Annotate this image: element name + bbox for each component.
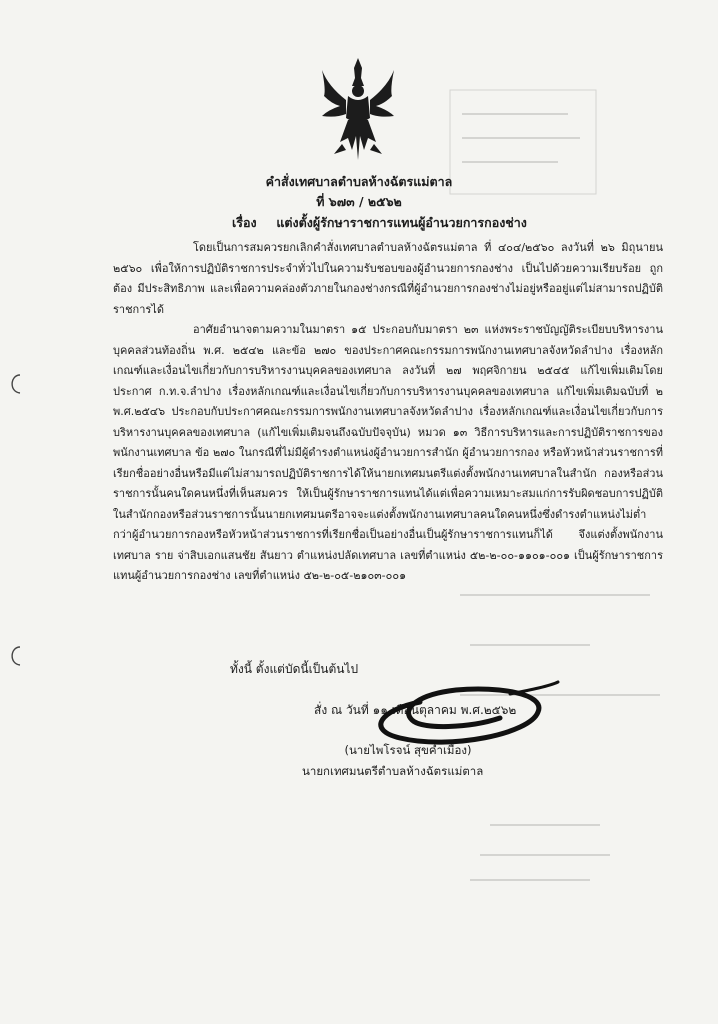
effective-statement: ทั้งนี้ ตั้งแต่บัดนี้เป็นต้นไป xyxy=(230,662,359,676)
handwritten-signature xyxy=(360,672,560,752)
garuda-emblem-icon xyxy=(318,56,398,164)
punch-hole-icon xyxy=(6,644,24,668)
subject-label: เรื่อง xyxy=(232,215,257,230)
signer-title: นายกเทศมนตรีตำบลห้างฉัตรแม่ตาล xyxy=(302,764,484,778)
order-title: คำสั่งเทศบาลตำบลห้างฉัตรแม่ตาล xyxy=(265,174,453,189)
order-subject xyxy=(232,213,527,233)
body-paragraph-1: โดยเป็นการสมควรยกเลิกคำสั่งเทศบาลตำบลห้างฉัตรแม่ตาล ที่ ๔๐๔/๒๕๖๐ ลงวันที่ ๒๖ มิถุนายน ๒๕๖๐ เพื่อให้การปฏิบัติราชการประจำทั่วไปในความรับชอบของผู้อำนวยการกองช่าง เป็นไปด้วยความเรียบร้อย ถูกต้อง มีประสิทธิภาพ และเพื่อความคล่องตัวภายในกองช่างกรณีที่ผู้อำนวยการกองช่างไม่อยู่หรืออยู่แต่ไม่สามารถปฏิบัติราชการได้ xyxy=(113,241,663,316)
order-date: สั่ง ณ วันที่ ๑๑ เดือนตุลาคม พ.ศ.๒๕๖๒ xyxy=(314,703,517,717)
order-number: ที่ ๖๗๓ / ๒๕๖๒ xyxy=(316,194,402,209)
punch-hole-icon xyxy=(6,372,24,396)
body-paragraph-2: อาศัยอำนาจตามความในมาตรา ๑๕ ประกอบกับมาตรา ๒๓ แห่งพระราชบัญญัติระเบียบบริหารงานบุคคลส่วนท้องถิ่น พ.ศ. ๒๕๔๒ และข้อ ๒๗๐ ของประกาศคณะกรรมการพนักงานเทศบาลจังหวัดลำปาง เรื่องหลักเกณฑ์และเงื่อนไขเกี่ยวกับการบริหารงานบุคคลของเทศบาล ลงวันที่ ๒๗ พฤศจิกายน ๒๕๔๕ แก้ไขเพิ่มเติมโดยประกาศ ก.ท.จ.ลำปาง เรื่องหลักเกณฑ์และเงื่อนไขเกี่ยวกับการบริหารงานบุคคลของเทศบาล แก้ไขเพิ่มเติมฉบับที่ ๒ พ.ศ.๒๕๔๖ ประกอบกับประกาศคณะกรรมการพนักงานเทศบาลจังหวัดลำปาง เรื่องหลักเกณฑ์และเงื่อนไขเกี่ยวกับการบริหารงานบุคคลของเทศบาล (แก้ไขเพิ่มเติมจนถึงฉบับปัจจุบัน) หมวด ๑๓ วิธีการบริหารและการปฏิบัติราชการของพนักงานเทศบาล ข้อ ๒๗๐ ในกรณีที่ไม่มีผู้ดำรงตำแหน่งผู้อำนวยการสำนัก ผู้อำนวยการกอง หรือหัวหน้าส่วนราชการที่เรียกชื่ออย่างอื่นหรือมีแต่ไม่สามารถปฏิบัติราชการได้ให้นายกเทศมนตรีแต่งตั้งพนักงานเทศบาลในสำนัก กองหรือส่วนราชการนั้นคนใดคนหนึ่งที่เห็นสมควร ให้เป็นผู้รักษาราชการแทนได้แต่เพื่อความเหมาะสมแก่การรับผิดชอบการปฏิบัติในสำนักกองหรือส่วนราชการนั้นนายกเทศมนตรีอาจจะแต่งตั้งพนักงานเทศบาลคนใดคนหนึ่งซึ่งดำรงตำแหน่งไม่ต่ำกว่าผู้อำนวยการกองหรือหัวหน้าส่วนราชการที่เรียกชื่อเป็นอย่างอื่นเป็นผู้รักษาราชการแทนก็ได้ จึงแต่งตั้งพนักงานเทศบาล ราย จ่าสิบเอกแสนชัย สันยาว ตำแหน่งปลัดเทศบาล เลขที่ตำแหน่ง ๕๒-๒-๐๐-๑๑๐๑-๐๐๑ เป็นผู้รักษาราชการแทนผู้อำนวยการกองช่าง เลขที่ตำแหน่ง ๕๒-๒-๐๕-๒๑๐๓-๐๐๑ xyxy=(113,323,663,582)
signer-name: (นายไพโรจน์ สุขคำเมือง) xyxy=(344,743,472,757)
subject-text: แต่งตั้งผู้รักษาราชการแทนผู้อำนวยการกองช่าง xyxy=(276,215,527,230)
